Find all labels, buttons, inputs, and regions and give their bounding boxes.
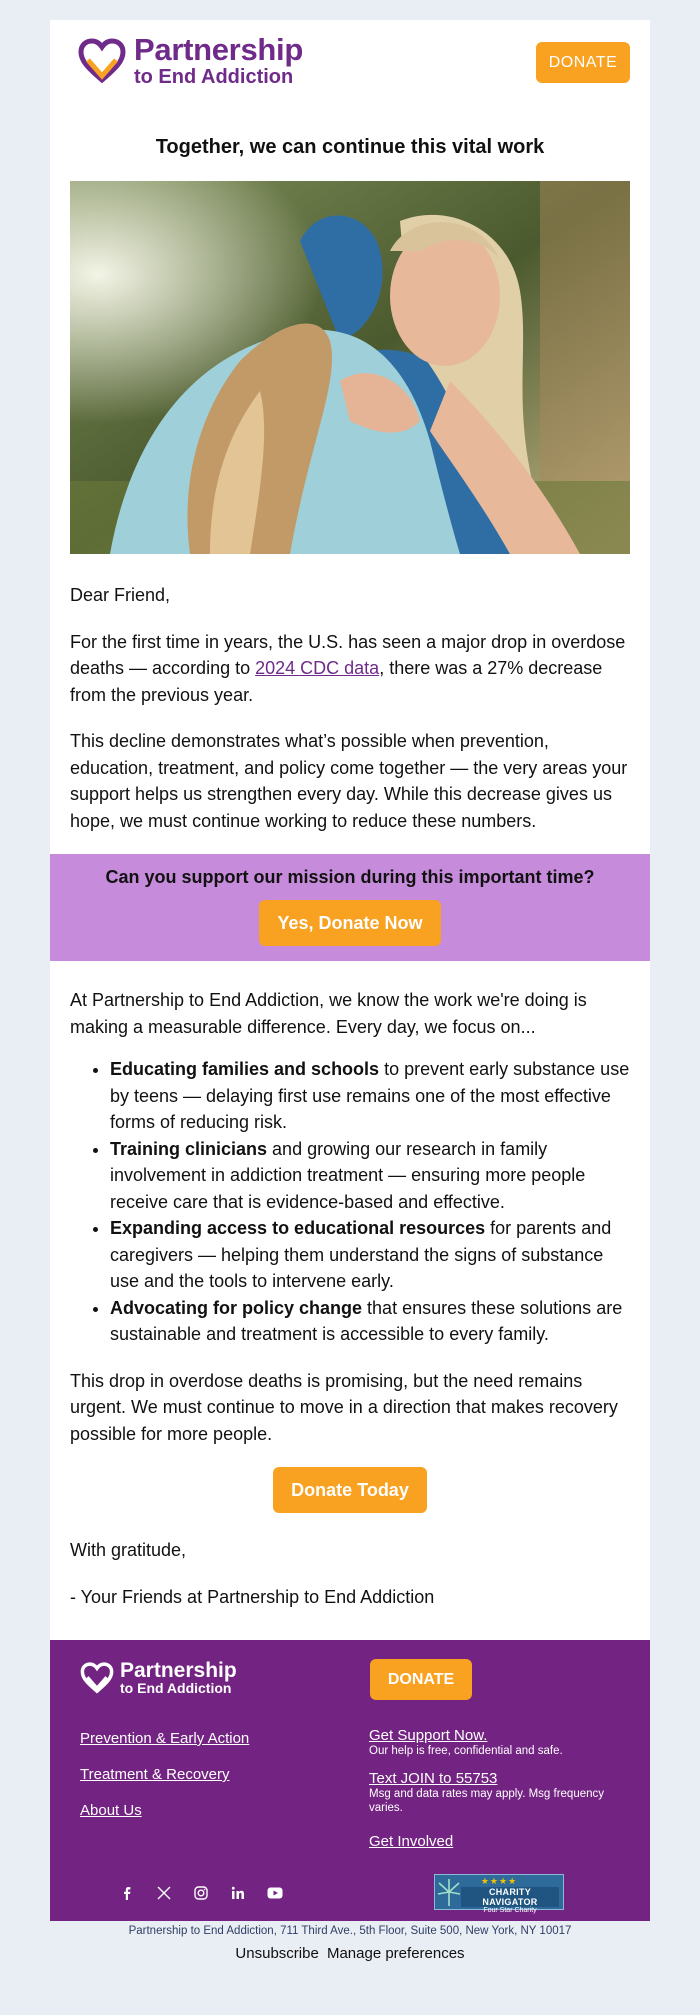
email-header	[50, 20, 650, 108]
greeting: Dear Friend,	[70, 585, 171, 605]
focus-bold: Advocating for policy change	[110, 1297, 363, 1318]
focus-list	[110, 1056, 630, 1348]
footer-logo-line-2: to End Addiction	[120, 1680, 232, 1696]
hero-image	[70, 181, 630, 554]
badge-name: CHARITY NAVIGATOR	[461, 1887, 559, 1907]
footer-logo-line-1: Partnership	[120, 1659, 237, 1682]
list-item	[110, 1056, 630, 1136]
letter-body	[50, 554, 650, 834]
paragraph-urgent: This drop in overdose deaths is promising, but the need remains urgent. We must continue to move in a direction that makes recovery possible for more people.	[70, 1370, 618, 1444]
focus-text: for parents and caregivers — helping them understand the signs of substance use and the tools to intervene early.	[110, 1218, 612, 1291]
footer-logo[interactable]	[80, 1660, 237, 1696]
footer-link-treatment[interactable]: Treatment & Recovery	[80, 1766, 230, 1783]
badge-rating: Four Star Charity	[483, 1907, 537, 1914]
preference-links	[0, 1945, 700, 1962]
donate-today-button[interactable]: Donate Today	[273, 1467, 427, 1513]
linkedin-icon[interactable]	[229, 1884, 246, 1901]
focus-bold: Educating families and schools	[110, 1059, 380, 1079]
footer	[50, 1640, 650, 1921]
facebook-icon[interactable]	[118, 1884, 135, 1901]
paragraph-overdose-drop	[70, 629, 630, 709]
signoff: With gratitude,	[70, 1540, 187, 1560]
instagram-icon[interactable]	[192, 1884, 209, 1901]
header-donate-button[interactable]: DONATE	[536, 42, 630, 83]
unsubscribe-link[interactable]: Unsubscribe	[235, 1945, 319, 1962]
logo-line-2: to End Addiction	[134, 66, 294, 88]
cdc-data-link[interactable]: 2024 CDC data	[255, 658, 380, 678]
yes-donate-now-button[interactable]: Yes, Donate Now	[259, 900, 441, 946]
logo-line-1: Partnership	[134, 32, 303, 67]
support-note: Our help is free, confidential and safe.	[369, 1745, 563, 1757]
manage-preferences-link[interactable]: Manage preferences	[326, 1945, 465, 1962]
text-note: Msg and data rates may apply. Msg frequency varies.	[369, 1788, 605, 1814]
x-icon[interactable]	[155, 1884, 172, 1901]
email-card	[50, 20, 650, 1921]
text-join-link[interactable]: Text JOIN to 55753	[369, 1770, 498, 1787]
p1-text-after: , there was a 27% decrease from the previous year.	[70, 658, 603, 705]
signature: - Your Friends at Partnership to End Addiction	[70, 1586, 435, 1607]
brand-logo[interactable]	[78, 34, 303, 87]
footer-nav	[80, 1730, 249, 1838]
p1-text: For the first time in years, the U.S. has seen a major drop in overdose deaths — according to	[70, 631, 626, 678]
badge-stars: ★★★★	[480, 1876, 518, 1886]
focus-text: to prevent early substance use by teens — delaying first use remains one of the most effective forms of reducing risk.	[110, 1059, 630, 1132]
get-involved-link[interactable]: Get Involved	[369, 1833, 454, 1850]
focus-text: and growing our research in family involvement in addiction treatment — ensuring more people receive care that is evidence-based and effective.	[110, 1138, 586, 1212]
focus-bold: Training clinicians	[110, 1138, 268, 1159]
footer-support	[369, 1727, 629, 1850]
list-item	[110, 1295, 630, 1348]
callout-question: Can you support our mission during this important time?	[105, 867, 595, 887]
mailing-address: Partnership to End Addiction, 711 Third Ave., 5th Floor, Suite 500, New York, NY 10017	[128, 1925, 572, 1937]
get-support-link[interactable]: Get Support Now.	[369, 1727, 488, 1744]
social-links	[118, 1884, 283, 1901]
headline: Together, we can continue this vital work	[155, 136, 545, 158]
paragraph-decline: This decline demonstrates what’s possible when prevention, education, treatment, and policy come together — the very areas your support helps us strengthen every day. While this decrease gives us hope, we must continue working to reduce these numbers.	[70, 731, 628, 831]
youtube-icon[interactable]	[266, 1884, 283, 1901]
starburst-icon	[437, 1877, 461, 1907]
heart-logo-icon	[80, 1662, 114, 1694]
heart-logo-icon	[78, 38, 126, 84]
paragraph-focus-intro: At Partnership to End Addiction, we know the work we're doing is making a measurable difference. Every day, we focus on...	[70, 990, 587, 1037]
footer-link-about[interactable]: About Us	[80, 1802, 142, 1819]
footer-link-prevention[interactable]: Prevention & Early Action	[80, 1730, 250, 1747]
focus-bold: Expanding access to educational resources	[110, 1218, 486, 1238]
donation-callout	[50, 854, 650, 961]
letter-body-2	[50, 961, 650, 1610]
charity-navigator-badge[interactable]	[434, 1874, 564, 1914]
list-item	[110, 1136, 630, 1216]
footer-donate-button[interactable]: DONATE	[370, 1659, 472, 1700]
focus-text: that ensures these solutions are sustainable and treatment is accessible to every family.	[110, 1297, 623, 1344]
list-item	[110, 1215, 630, 1295]
donate-today-wrap	[70, 1467, 630, 1513]
